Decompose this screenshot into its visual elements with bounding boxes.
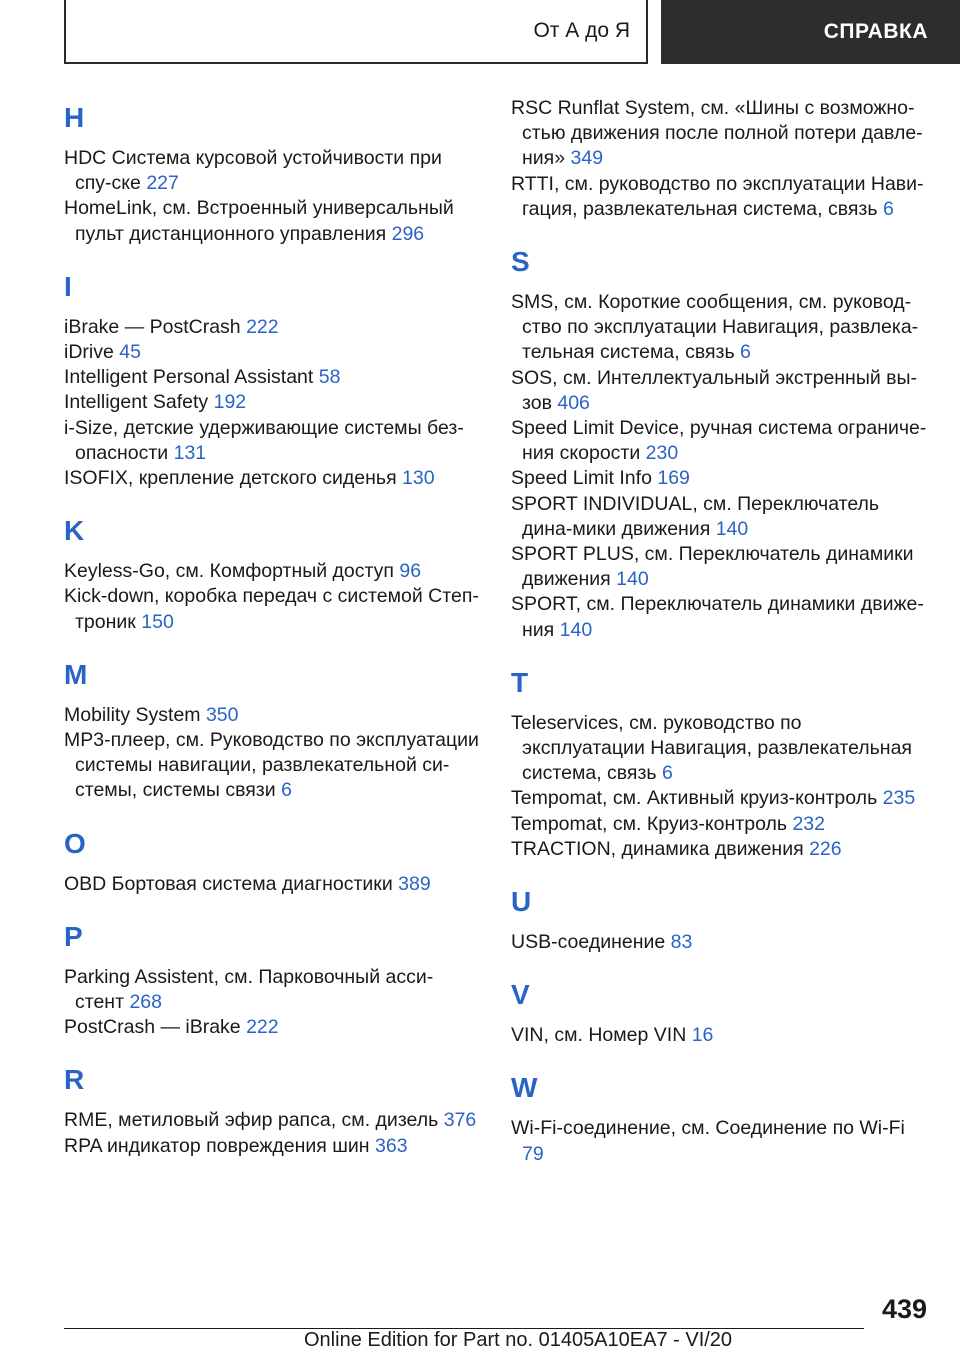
index-page-link[interactable]: 230 bbox=[645, 442, 679, 465]
index-section bbox=[64, 1058, 480, 1158]
index-letter-heading: M bbox=[64, 658, 88, 690]
index-page-link[interactable]: 140 bbox=[616, 568, 649, 591]
index-page-link[interactable]: 222 bbox=[246, 1016, 279, 1039]
index-entry-text: PostCrash — iBrake bbox=[64, 1016, 241, 1039]
index-entry bbox=[511, 366, 927, 416]
index-entry-text: OBD Бортовая система диагностики bbox=[64, 872, 393, 895]
index-entry-text: Wi-Fi-соединение, см. Соединение по Wi-Fi bbox=[511, 1117, 905, 1140]
index-page-link[interactable]: 296 bbox=[391, 222, 425, 245]
index-section bbox=[64, 915, 480, 1041]
index-entry-text: ISOFIX, крепление детского сиденья bbox=[64, 467, 397, 490]
section-spacer bbox=[511, 1048, 927, 1066]
index-letter-heading: K bbox=[64, 515, 85, 547]
header-section-title: СПРАВКА bbox=[823, 20, 928, 43]
index-entry-text: USB-соединение bbox=[511, 931, 666, 954]
index-page-link[interactable]: 96 bbox=[399, 560, 422, 583]
index-entry-text: Intelligent Safety bbox=[64, 391, 209, 414]
index-letter-heading: H bbox=[64, 102, 85, 133]
index-entry-text: iBrake — PostCrash bbox=[64, 315, 241, 338]
section-spacer bbox=[64, 897, 480, 915]
index-entry bbox=[511, 711, 927, 787]
index-entry bbox=[64, 390, 480, 415]
index-letter-heading: S bbox=[511, 246, 530, 278]
index-page-link[interactable]: 226 bbox=[809, 837, 842, 860]
index-page-link[interactable]: 6 bbox=[882, 197, 894, 220]
index-letter-heading: P bbox=[64, 920, 83, 952]
index-entry-text: TRACTION, динамика движения bbox=[511, 837, 804, 860]
section-spacer bbox=[64, 1040, 480, 1058]
index-entry-text: i-Size, детские удерживающие системы без-опасности bbox=[64, 416, 464, 464]
index-section bbox=[64, 822, 480, 897]
index-entry bbox=[511, 930, 927, 955]
index-entry-text: SPORT, см. Переключатель динамики движе-ния bbox=[511, 593, 924, 641]
index-entry bbox=[64, 703, 480, 728]
index-entry bbox=[64, 146, 480, 196]
page-number: 439 bbox=[881, 1294, 927, 1324]
index-entry-text: iDrive bbox=[64, 341, 114, 364]
index-entry-text: SMS, см. Короткие сообщения, см. руковод-ство по эксплуатации Навигация, развлека-тельная система, связь bbox=[511, 291, 919, 364]
index-entry-text: Kick-down, коробка передач с системой Степ-троник bbox=[64, 585, 479, 633]
index-entry bbox=[511, 837, 927, 862]
index-entry bbox=[511, 812, 927, 837]
index-entry bbox=[511, 786, 927, 811]
index-entry bbox=[64, 584, 480, 634]
section-spacer bbox=[511, 862, 927, 880]
index-section bbox=[64, 509, 480, 635]
index-page-link[interactable]: 376 bbox=[443, 1109, 477, 1132]
section-spacer bbox=[511, 1167, 927, 1185]
index-section bbox=[511, 1066, 927, 1166]
index-section bbox=[511, 96, 927, 222]
index-page-link[interactable]: 227 bbox=[146, 172, 179, 195]
index-entry bbox=[511, 466, 927, 491]
section-spacer bbox=[64, 804, 480, 822]
index-entry-text: SPORT PLUS, см. Переключатель динамики движения bbox=[511, 543, 914, 591]
index-entry bbox=[64, 466, 480, 491]
index-entry bbox=[511, 542, 927, 592]
index-entry bbox=[64, 365, 480, 390]
index-page-link[interactable]: 131 bbox=[173, 441, 207, 464]
index-entry-text: SOS, см. Интеллектуальный экстренный вы-зов bbox=[511, 366, 918, 414]
index-page-link[interactable]: 140 bbox=[559, 618, 593, 641]
index-entry-text: VIN, см. Номер VIN bbox=[511, 1024, 687, 1047]
index-entry bbox=[64, 416, 480, 466]
index-entry bbox=[511, 1116, 927, 1166]
index-entry-text: Speed Limit Info bbox=[511, 467, 652, 490]
index-entry-text: Parking Assistent, см. Парковочный асси-стент bbox=[64, 965, 434, 1014]
index-page-link[interactable]: 45 bbox=[119, 341, 141, 364]
index-page-link[interactable]: 16 bbox=[691, 1024, 714, 1047]
index-section bbox=[64, 265, 480, 491]
index-entry bbox=[64, 559, 480, 584]
section-spacer bbox=[64, 491, 480, 509]
header-section-tab bbox=[661, 0, 960, 64]
index-section bbox=[511, 661, 927, 862]
index-section bbox=[64, 96, 480, 247]
index-entry-text: HDC Система курсовой устойчивости при спу-ске bbox=[64, 147, 442, 195]
index-entry bbox=[64, 1108, 480, 1133]
index-entry bbox=[64, 728, 480, 804]
index-letter-heading: W bbox=[511, 1072, 538, 1104]
index-entry-text: Keyless-Go, см. Комфортный доступ bbox=[64, 560, 394, 583]
index-entry bbox=[64, 1134, 480, 1159]
index-entry bbox=[511, 290, 927, 366]
index-page-link[interactable]: 406 bbox=[557, 391, 590, 414]
section-spacer bbox=[511, 222, 927, 240]
index-letter-heading: I bbox=[64, 270, 72, 302]
index-page-link[interactable]: 130 bbox=[402, 467, 435, 490]
index-page-link[interactable]: 79 bbox=[522, 1142, 544, 1165]
index-page-link[interactable]: 6 bbox=[662, 762, 673, 785]
index-entry bbox=[511, 96, 927, 172]
section-spacer bbox=[64, 635, 480, 653]
index-entry-text: RME, метиловый эфир рапса, см. дизель bbox=[64, 1109, 439, 1132]
index-entry-text: Mobility System bbox=[64, 703, 201, 726]
index-entry-text: SPORT INDIVIDUAL, см. Переключатель дина-мики движения bbox=[511, 492, 880, 540]
section-spacer bbox=[511, 643, 927, 661]
index-entry bbox=[511, 1023, 927, 1048]
index-entry-text: HomeLink, см. Встроенный универсальный пульт дистанционного управления bbox=[64, 197, 454, 245]
index-entry bbox=[64, 872, 480, 897]
index-column-right bbox=[511, 96, 927, 1185]
index-entry-text: Teleservices, см. руководство по эксплуатации Навигация, развлекательная система, связь bbox=[511, 711, 912, 785]
index-entry bbox=[511, 592, 927, 642]
index-letter-heading: R bbox=[64, 1064, 85, 1096]
index-page-link[interactable]: 222 bbox=[246, 315, 279, 338]
index-section bbox=[64, 653, 480, 804]
section-spacer bbox=[64, 247, 480, 265]
index-letter-heading: T bbox=[511, 666, 529, 698]
index-section bbox=[511, 973, 927, 1048]
index-letter-heading: O bbox=[64, 827, 86, 859]
index-entry bbox=[64, 315, 480, 340]
index-entry bbox=[64, 1015, 480, 1040]
index-entry bbox=[64, 965, 480, 1015]
index-section bbox=[511, 240, 927, 643]
index-page-link[interactable]: 350 bbox=[205, 703, 239, 726]
header-breadcrumb-tab bbox=[64, 0, 648, 64]
index-entry-text: RPA индикатор повреждения шин bbox=[64, 1134, 370, 1157]
index-page-link[interactable]: 268 bbox=[129, 991, 162, 1014]
index-page-link[interactable]: 6 bbox=[281, 779, 292, 802]
index-page-link[interactable]: 235 bbox=[882, 787, 916, 810]
index-page-link[interactable]: 83 bbox=[670, 931, 693, 954]
index-page-link[interactable]: 349 bbox=[570, 147, 604, 170]
index-entry bbox=[64, 340, 480, 365]
index-page-link[interactable]: 363 bbox=[375, 1134, 408, 1157]
index-page-link[interactable]: 150 bbox=[141, 610, 174, 633]
section-spacer bbox=[511, 955, 927, 973]
section-spacer bbox=[64, 1159, 480, 1177]
index-page-link[interactable]: 169 bbox=[657, 467, 690, 490]
index-page-link[interactable]: 6 bbox=[740, 341, 751, 364]
index-entry bbox=[511, 416, 927, 466]
index-entry-text: Intelligent Personal Assistant bbox=[64, 366, 314, 389]
header-breadcrumb: От А до Я bbox=[533, 19, 630, 42]
index-letter-heading: V bbox=[511, 979, 530, 1011]
index-page-link[interactable]: 58 bbox=[318, 366, 341, 389]
index-entry-text: MP3-плеер, см. Руководство по эксплуатации системы навигации, развлекательной си-стемы, системы связи bbox=[64, 729, 479, 802]
index-column-left bbox=[64, 96, 480, 1177]
index-page-link[interactable]: 140 bbox=[715, 517, 749, 540]
footer-edition: Online Edition for Part no. 01405A10EA7 - VI/20 bbox=[304, 1329, 733, 1351]
index-entry bbox=[511, 492, 927, 542]
index-entry-text: Speed Limit Device, ручная система ограниче-ния скорости bbox=[511, 417, 927, 465]
index-page-link[interactable]: 232 bbox=[792, 812, 825, 835]
index-entry-text: Tempomat, см. Активный круиз-контроль bbox=[511, 787, 878, 810]
index-page-link[interactable]: 192 bbox=[213, 391, 247, 414]
index-entry bbox=[64, 196, 480, 246]
index-entry bbox=[511, 172, 927, 222]
index-letter-heading: U bbox=[511, 886, 532, 918]
index-entry-text: RSC Runflat System, см. «Шины с возможно-стью движения после полной потери давле-ния» bbox=[511, 97, 923, 170]
index-page-link[interactable]: 389 bbox=[398, 872, 431, 895]
index-section bbox=[511, 880, 927, 955]
index-entry-text: Tempomat, см. Круиз-контроль bbox=[511, 812, 788, 835]
index-entry-text: RTTI, см. руководство по эксплуатации Нави-гация, развлекательная система, связь bbox=[511, 172, 924, 220]
